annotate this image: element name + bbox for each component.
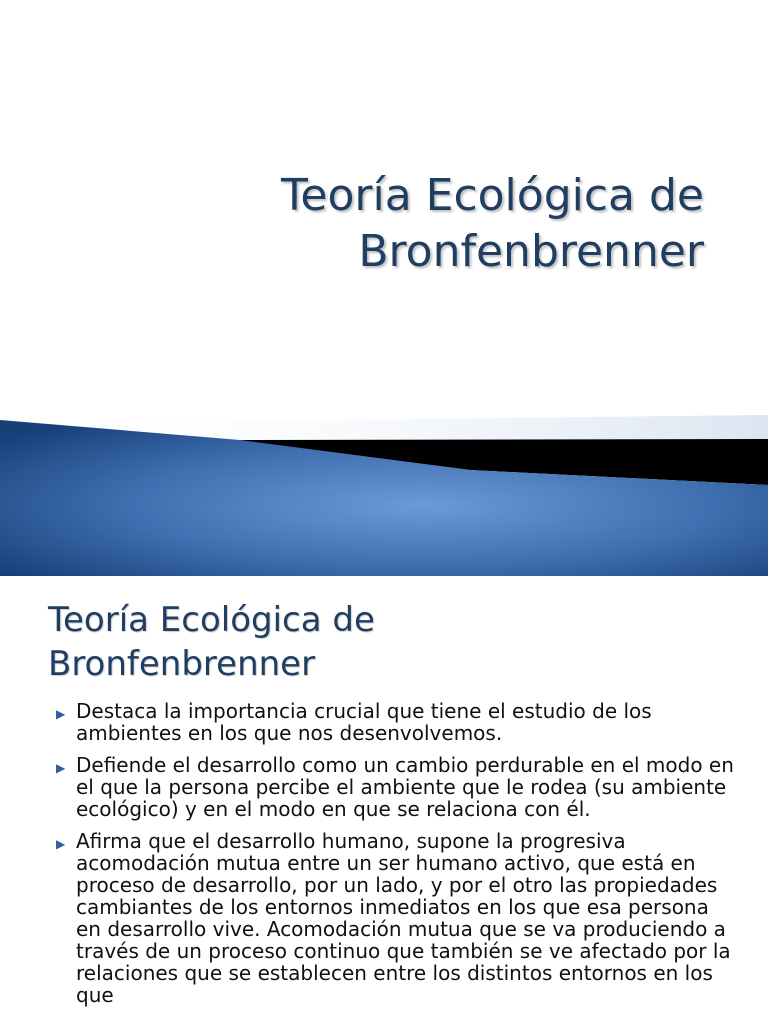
bullet-item: [54, 700, 734, 744]
slide-heading: [48, 598, 728, 686]
bullet-text: Defiende el desarrollo como un cambio perdurable en el modo en el que la persona percibe el ambiente que le rodea (su ambiente ecológico) y en el modo en que se relaciona con él.: [76, 753, 734, 821]
bullet-list: [54, 700, 734, 1016]
triangle-right-icon: ▶: [56, 707, 66, 721]
slide-title-line-2: Bronfenbrenner: [358, 226, 704, 277]
bullet-item: [54, 830, 734, 1006]
triangle-right-icon: ▶: [56, 761, 66, 775]
slide-title-line-1: Teoría Ecológica de: [280, 170, 704, 221]
slide-heading-line-1: Teoría Ecológica de: [48, 600, 375, 640]
triangle-right-icon: ▶: [56, 837, 66, 851]
slide-title: [64, 168, 704, 280]
bullet-item: [54, 754, 734, 820]
decorative-swoosh-band: [0, 410, 768, 576]
bullet-text: Afirma que el desarrollo humano, supone la progresiva acomodación mutua entre un ser humano activo, que está en proceso de desarrollo, por un lado, y por el otro las propiedades cambiantes de los entornos inmediatos en los que esa persona en desarrollo vive. Acomodación mutua que se va produciendo a través de un proceso continuo que también se ve afectado por la relaciones que se establecen entre los distintos entornos en los que: [76, 829, 731, 1007]
bullet-text: Destaca la importancia crucial que tiene el estudio de los ambientes en los que nos desenvolvemos.: [76, 699, 652, 745]
slide-heading-line-2: Bronfenbrenner: [48, 644, 316, 684]
content-slide: [0, 576, 768, 1024]
